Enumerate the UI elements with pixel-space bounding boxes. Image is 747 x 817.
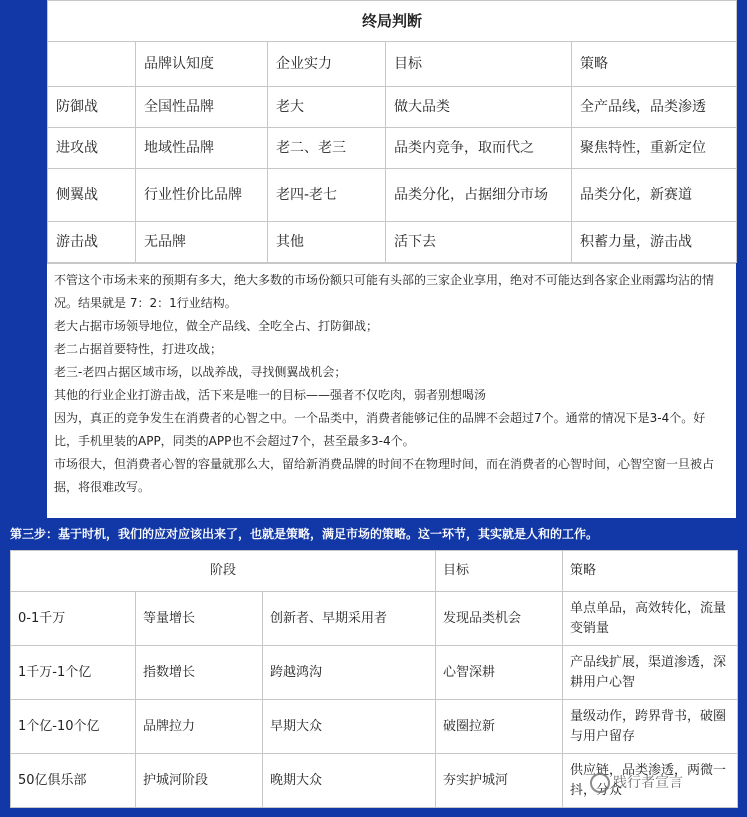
paragraph-line: 因为，真正的竞争发生在消费者的心智之中。一个品类中，消费者能够记住的品牌不会超过7个。通常的情况下是3-4个。好比，手机里装的APP，同类的APP也不会超过7个，甚至最多3-4个。 bbox=[54, 411, 706, 448]
paragraph-line: 市场很大，但消费者心智的容量就那么大，留给新消费品牌的时间不在物理时间，而在消费者的心智时间，心智空窗一旦被占据，将很难改写。 bbox=[54, 457, 715, 494]
wechat-icon bbox=[590, 773, 610, 793]
header-cell: 阶段 bbox=[11, 551, 436, 592]
table-cell: 跨越鸿沟 bbox=[263, 646, 436, 700]
table-cell: 品类内竞争，取而代之 bbox=[386, 128, 572, 169]
endgame-table bbox=[47, 0, 737, 263]
table-cell: 创新者、早期采用者 bbox=[263, 592, 436, 646]
table-cell: 指数增长 bbox=[136, 646, 263, 700]
header-cell: 企业实力 bbox=[268, 42, 386, 87]
stage-table bbox=[10, 550, 738, 808]
table-row bbox=[48, 222, 737, 263]
table-cell: 地域性品牌 bbox=[136, 128, 268, 169]
table-cell: 聚焦特性，重新定位 bbox=[572, 128, 737, 169]
table-cell: 活下去 bbox=[386, 222, 572, 263]
table-header-row bbox=[48, 42, 737, 87]
table-row bbox=[48, 128, 737, 169]
table-cell: 产品线扩展，渠道渗透，深耕用户心智 bbox=[563, 646, 738, 700]
endgame-table-panel bbox=[47, 0, 736, 263]
stage-table-panel bbox=[10, 550, 737, 808]
table-cell: 供应链，品类渗透，两微一抖，分众 bbox=[563, 754, 738, 808]
table-cell: 侧翼战 bbox=[48, 169, 136, 222]
table-cell: 破圈拉新 bbox=[436, 700, 563, 754]
paragraph-line: 其他的行业企业打游击战，活下来是唯一的目标——强者不仅吃肉，弱者别想喝汤 bbox=[54, 388, 487, 402]
table-cell: 防御战 bbox=[48, 87, 136, 128]
table-row bbox=[11, 700, 738, 754]
table-cell: 等量增长 bbox=[136, 592, 263, 646]
paragraph-line: 老三-老四占据区域市场，以战养战，寻找侧翼战机会； bbox=[54, 365, 347, 379]
table-cell: 老大 bbox=[268, 87, 386, 128]
step3-heading: 第三步：基于时机，我们的应对应该出来了，也就是策略，满足市场的策略。这一环节，其实就是人和的工作。 bbox=[10, 527, 599, 541]
header-cell: 品牌认知度 bbox=[136, 42, 268, 87]
paragraph-line: 老二占据首要特性，打进攻战； bbox=[54, 342, 223, 356]
table-cell: 早期大众 bbox=[263, 700, 436, 754]
table-cell: 全国性品牌 bbox=[136, 87, 268, 128]
table-cell: 0-1千万 bbox=[11, 592, 136, 646]
table-cell: 品牌拉力 bbox=[136, 700, 263, 754]
table-row bbox=[48, 169, 737, 222]
table-cell: 品类分化，占据细分市场 bbox=[386, 169, 572, 222]
table-header-row bbox=[11, 551, 738, 592]
table-cell: 行业性价比品牌 bbox=[136, 169, 268, 222]
table-row bbox=[48, 87, 737, 128]
table-cell: 量级动作，跨界背书，破圈与用户留存 bbox=[563, 700, 738, 754]
analysis-paragraph bbox=[47, 263, 736, 518]
header-cell: 目标 bbox=[436, 551, 563, 592]
table-cell: 积蓄力量，游击战 bbox=[572, 222, 737, 263]
endgame-table-title: 终局判断 bbox=[48, 1, 737, 42]
paragraph-line: 不管这个市场未来的预期有多大，绝大多数的市场份额只可能有头部的三家企业享用，绝对不可能达到各家企业雨露均沾的情况。结果就是 7：2：1行业结构。 bbox=[54, 273, 715, 310]
table-cell: 无品牌 bbox=[136, 222, 268, 263]
watermark-text: 践行者宣言 bbox=[613, 775, 683, 791]
header-cell: 策略 bbox=[572, 42, 737, 87]
table-cell: 单点单品，高效转化，流量变销量 bbox=[563, 592, 738, 646]
table-cell: 老四-老七 bbox=[268, 169, 386, 222]
table-cell: 做大品类 bbox=[386, 87, 572, 128]
table-cell: 全产品线，品类渗透 bbox=[572, 87, 737, 128]
table-cell: 品类分化，新赛道 bbox=[572, 169, 737, 222]
header-cell: 策略 bbox=[563, 551, 738, 592]
table-cell: 老二、老三 bbox=[268, 128, 386, 169]
table-cell: 发现品类机会 bbox=[436, 592, 563, 646]
table-cell: 1个亿-10个亿 bbox=[11, 700, 136, 754]
watermark bbox=[590, 772, 683, 793]
table-cell: 晚期大众 bbox=[263, 754, 436, 808]
table-cell: 游击战 bbox=[48, 222, 136, 263]
table-cell: 进攻战 bbox=[48, 128, 136, 169]
table-cell: 心智深耕 bbox=[436, 646, 563, 700]
table-cell: 其他 bbox=[268, 222, 386, 263]
table-cell: 护城河阶段 bbox=[136, 754, 263, 808]
header-cell bbox=[48, 42, 136, 87]
table-cell: 夯实护城河 bbox=[436, 754, 563, 808]
paragraph-line: 老大占据市场领导地位，做全产品线、全吃全占、打防御战； bbox=[54, 319, 379, 333]
table-cell: 1千万-1个亿 bbox=[11, 646, 136, 700]
table-row bbox=[11, 646, 738, 700]
header-cell: 目标 bbox=[386, 42, 572, 87]
table-row bbox=[11, 592, 738, 646]
table-cell: 50亿俱乐部 bbox=[11, 754, 136, 808]
